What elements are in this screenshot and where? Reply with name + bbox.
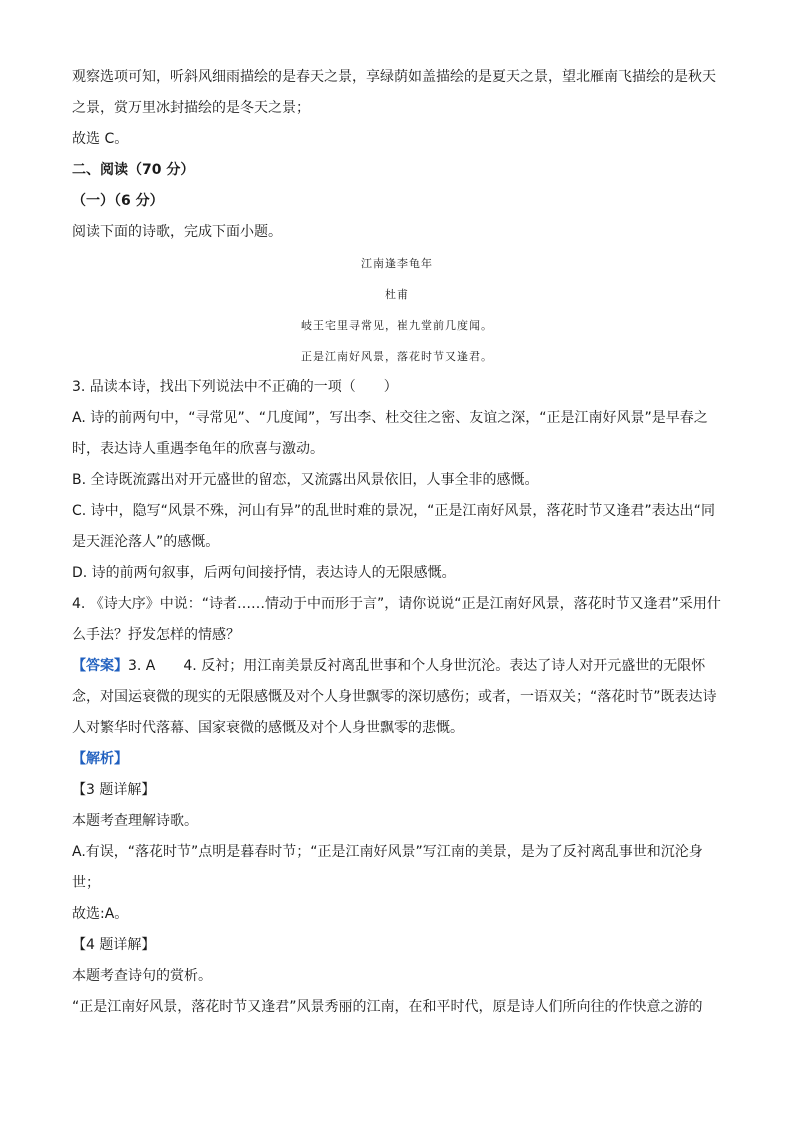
question-3: 3. 品读本诗，找出下列说法中不正确的一项（ ） (72, 379, 398, 395)
detail-3-choice: 故选:A。 (72, 906, 129, 922)
subsection-heading: （一）（6 分） (72, 193, 164, 209)
poem-title: 江南逢李龟年 (361, 257, 433, 270)
option-d: D. 诗的前两句叙事，后两句间接抒情，表达诗人的无限感慨。 (72, 565, 456, 581)
instruction-text: 阅读下面的诗歌，完成下面小题。 (72, 224, 282, 240)
answer-block (72, 651, 722, 744)
detail-4-body: “正是江南好风景，落花时节又逢君”风景秀丽的江南，在和平时代，原是诗人们所向往的作快意之游的 (72, 999, 703, 1015)
detail-3-heading: 【3 题详解】 (72, 782, 156, 798)
analysis-block (72, 744, 722, 775)
option-a: A. 诗的前两句中，“寻常见”、“几度闻”，写出李、杜交往之密、友谊之深，“正是江南好风景”是早春之时，表达诗人重遇李龟年的欣喜与激动。 (72, 410, 708, 457)
option-b: B. 全诗既流露出对开元盛世的留恋，又流露出风景依旧，人事全非的感慨。 (72, 472, 539, 488)
analysis-tag: 【解析】 (72, 751, 128, 767)
document-page (72, 62, 722, 1023)
answer-text: 3. A 4. 反衬；用江南美景反衬离乱世事和个人身世沉沦。表达了诗人对开元盛世的无限怀念，对国运衰微的现实的无限感慨及对个人身世飘零的深切感伤；或者，一语双关；“落花时节”既表达诗人对繁华时代落幕、国家衰微的感慨及对个人身世飘零的悲慨。 (72, 658, 717, 736)
question-4: 4. 《诗大序》中说：“诗者……情动于中而形于言”，请你说说“正是江南好风景，落花时节又逢君”采用什么手法？抒发怎样的情感？ (72, 596, 721, 643)
poem-line: 岐王宅里寻常见，崔九堂前几度闻。 (301, 319, 493, 332)
section-heading: 二、阅读（70 分） (72, 162, 195, 178)
poem-author: 杜甫 (385, 288, 409, 301)
option-c: C. 诗中，隐写“风景不殊，河山有异”的乱世时难的景况，“正是江南好风景，落花时节又逢君”表达出“同是天涯沦落人”的感慨。 (72, 503, 715, 550)
detail-3-body: A.有误，“落花时节”点明是暮春时节；“正是江南好风景”写江南的美景，是为了反衬离乱事世和沉沦身世； (72, 844, 703, 891)
detail-4-heading: 【4 题详解】 (72, 937, 156, 953)
poem-line: 正是江南好风景，落花时节又逢君。 (301, 350, 493, 363)
detail-4-intro: 本题考查诗句的赏析。 (72, 968, 212, 984)
answer-tag: 【答案】 (72, 658, 128, 674)
paragraph-conclusion: 观察选项可知，听斜风细雨描绘的是春天之景，享绿荫如盖描绘的是夏天之景，望北雁南飞描绘的是秋天之景，赏万里冰封描绘的是冬天之景； (72, 69, 716, 116)
detail-3-intro: 本题考查理解诗歌。 (72, 813, 198, 829)
paragraph-choice: 故选 C。 (72, 131, 129, 147)
